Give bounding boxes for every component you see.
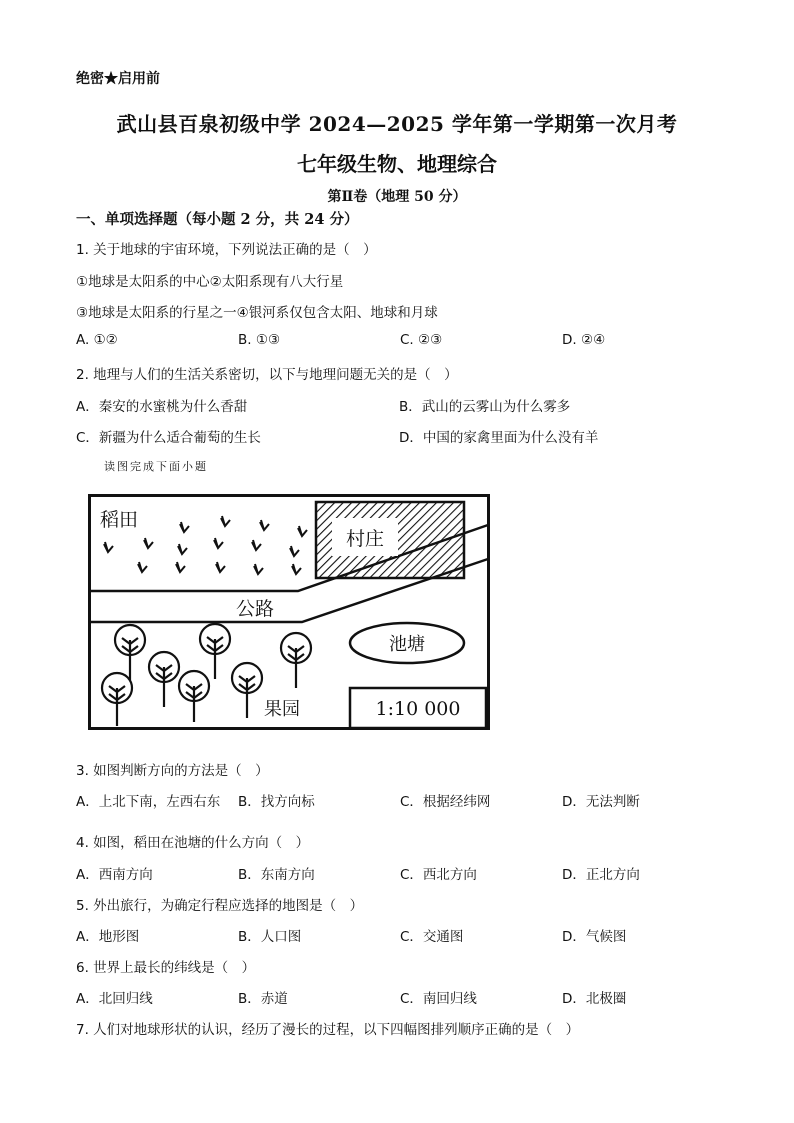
question-4-stem: 4. 如图，稻田在池塘的什么方向（ ） bbox=[76, 835, 310, 851]
question-3-option-a[interactable]: A．上北下南，左西右东 bbox=[76, 794, 221, 810]
pond-label: 池塘 bbox=[389, 634, 425, 655]
question-3-option-d[interactable]: D．无法判断 bbox=[562, 794, 640, 810]
question-4-option-b[interactable]: B．东南方向 bbox=[238, 867, 315, 883]
paper-part-label: 第Ⅱ卷（地理 50 分） bbox=[327, 189, 467, 205]
question-5-option-b[interactable]: B．人口图 bbox=[238, 929, 302, 945]
question-4-option-c[interactable]: C．西北方向 bbox=[400, 867, 477, 883]
section-heading: 一、单项选择题（每小题 2 分，共 24 分） bbox=[76, 211, 359, 228]
question-5-option-d[interactable]: D．气候图 bbox=[562, 929, 627, 945]
question-5-stem: 5. 外出旅行，为确定行程应选择的地图是（ ） bbox=[76, 898, 364, 914]
question-4-option-a[interactable]: A．西南方向 bbox=[76, 867, 153, 883]
confidential-label: 绝密★启用前 bbox=[76, 71, 160, 87]
question-2-option-a[interactable]: A．秦安的水蜜桃为什么香甜 bbox=[76, 399, 248, 415]
question-2-option-c[interactable]: C．新疆为什么适合葡萄的生长 bbox=[76, 430, 261, 446]
question-6-option-d[interactable]: D．北极圈 bbox=[562, 991, 627, 1007]
question-3-option-c[interactable]: C．根据经纬网 bbox=[400, 794, 491, 810]
orchard-label: 果园 bbox=[264, 699, 300, 720]
exam-title: 武山县百泉初级中学 2024—2025 学年第一学期第一次月考 bbox=[116, 112, 678, 136]
exam-subject: 七年级生物、地理综合 bbox=[297, 152, 497, 176]
question-4-option-d[interactable]: D．正北方向 bbox=[562, 867, 640, 883]
question-6-option-a[interactable]: A．北回归线 bbox=[76, 991, 153, 1007]
question-3-stem: 3. 如图判断方向的方法是（ ） bbox=[76, 763, 269, 779]
question-1-statement-2: ③地球是太阳系的行星之一④银河系仅包含太阳、地球和月球 bbox=[76, 305, 438, 321]
question-2-option-b[interactable]: B．武山的云雾山为什么雾多 bbox=[399, 399, 571, 415]
question-5-option-a[interactable]: A．地形图 bbox=[76, 929, 140, 945]
question-2-option-d[interactable]: D．中国的家禽里面为什么没有羊 bbox=[399, 430, 599, 446]
question-1-option-c[interactable]: C. ②③ bbox=[400, 332, 443, 348]
scale-label: 1:10 000 bbox=[375, 698, 461, 720]
rice-field-label: 稻田 bbox=[100, 509, 139, 531]
question-7-stem: 7. 人们对地球形状的认识，经历了漫长的过程，以下四幅图排列顺序正确的是（ ） bbox=[76, 1022, 580, 1038]
map-figure bbox=[88, 494, 492, 732]
question-1-option-b[interactable]: B. ①③ bbox=[238, 332, 281, 348]
question-1-option-a[interactable]: A. ①② bbox=[76, 332, 118, 348]
question-1-stem: 1. 关于地球的宇宙环境，下列说法正确的是（ ） bbox=[76, 242, 377, 258]
question-1-option-d[interactable]: D. ②④ bbox=[562, 332, 606, 348]
road-label: 公路 bbox=[236, 598, 275, 620]
map-instruction: 读图完成下面小题 bbox=[104, 460, 208, 473]
question-1-statement-1: ①地球是太阳系的中心②太阳系现有八大行星 bbox=[76, 274, 344, 290]
question-6-option-b[interactable]: B．赤道 bbox=[238, 991, 288, 1007]
question-3-option-b[interactable]: B．找方向标 bbox=[238, 794, 315, 810]
question-2-stem: 2. 地理与人们的生活关系密切，以下与地理问题无关的是（ ） bbox=[76, 367, 458, 383]
question-5-option-c[interactable]: C．交通图 bbox=[400, 929, 464, 945]
question-6-option-c[interactable]: C．南回归线 bbox=[400, 991, 477, 1007]
question-6-stem: 6. 世界上最长的纬线是（ ） bbox=[76, 960, 256, 976]
village-label: 村庄 bbox=[345, 528, 385, 550]
